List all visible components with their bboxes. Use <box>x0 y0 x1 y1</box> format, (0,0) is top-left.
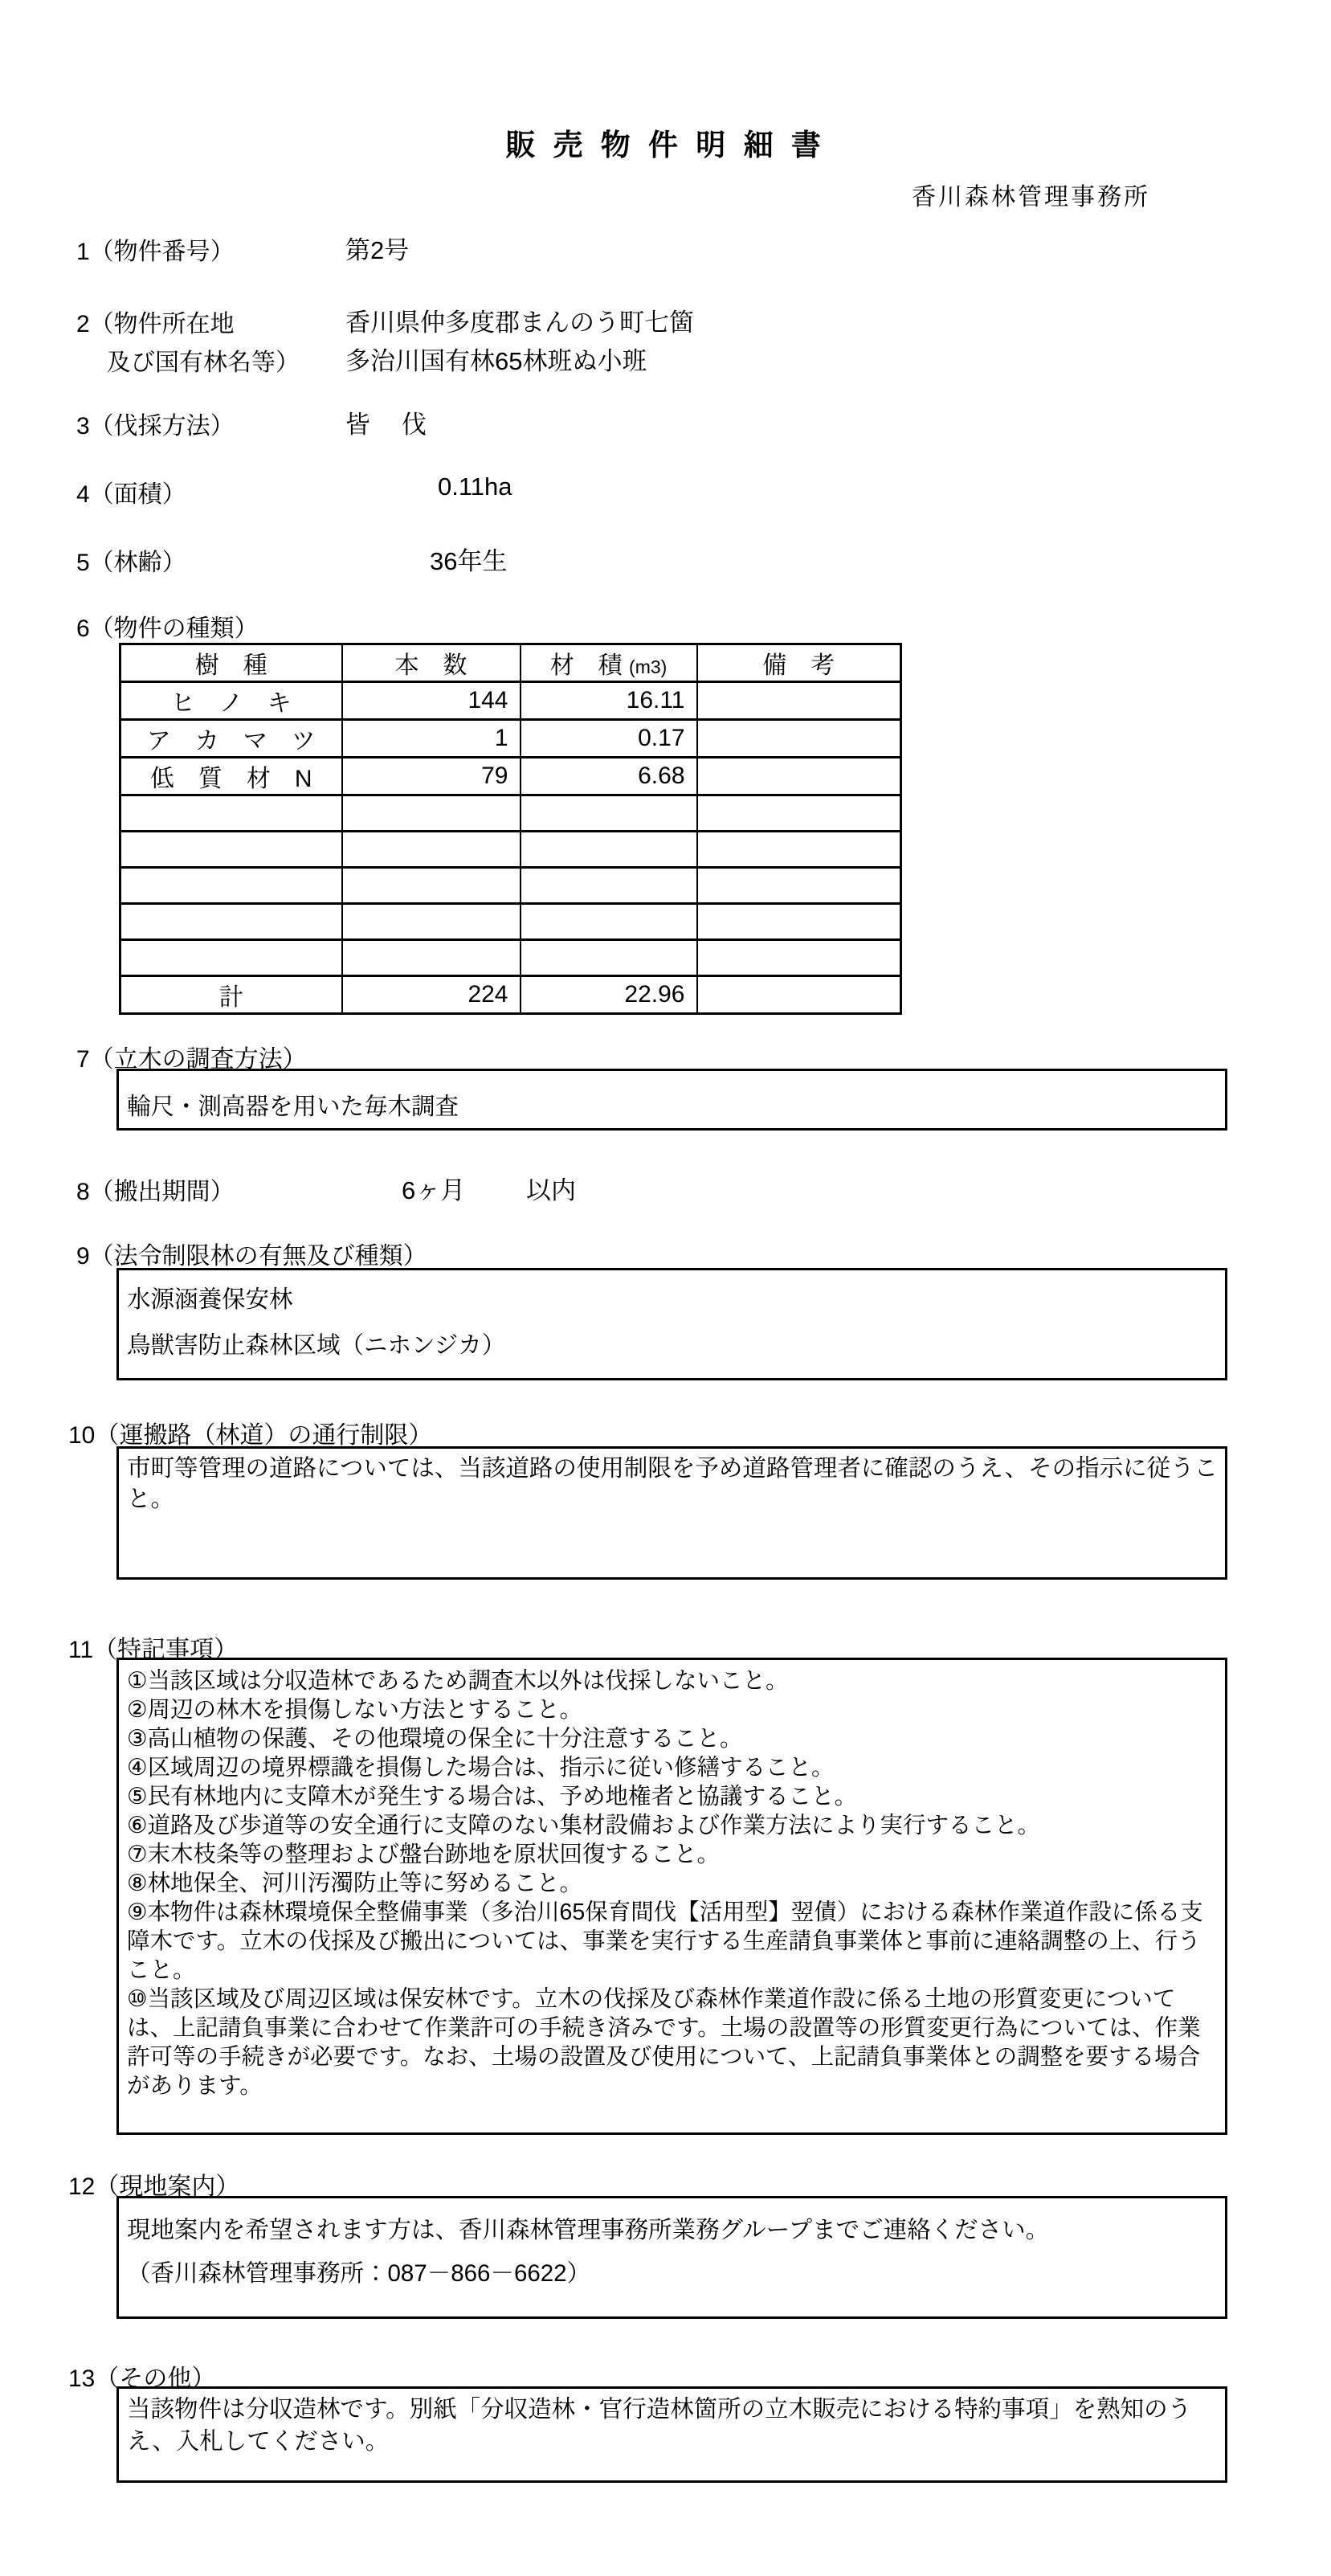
count-cell: 79 <box>342 758 521 795</box>
field-7-box <box>116 1069 1227 1131</box>
field-1-value: 第2号 <box>345 236 410 264</box>
field-4-label: 4（面積） <box>76 481 186 508</box>
table-empty-row <box>120 795 901 832</box>
special-note-item: ④区域周辺の境界標識を損傷した場合は、指示に従い修繕すること。 <box>127 1755 835 1781</box>
field-9-box <box>116 1268 1227 1380</box>
special-note-item: ⑤民有林地内に支障木が発生する場合は、予め地権者と協議すること。 <box>127 1784 858 1809</box>
field-2-value-line1: 香川県仲多度郡まんのう町七箇 <box>345 309 694 337</box>
special-note-item: ②周辺の林木を損傷しない方法とすること。 <box>127 1697 583 1723</box>
issuing-office: 香川森林管理事務所 <box>912 184 1150 211</box>
field-12-line1: 現地案内を希望されます方は、香川森林管理事務所業務グループまでご連絡ください。 <box>127 2217 1050 2243</box>
count-cell: 144 <box>342 682 521 720</box>
table-header-note: 備 考 <box>697 644 901 682</box>
table-header-row <box>120 644 901 682</box>
table-header-volume-unit: (m3) <box>629 656 668 677</box>
field-1-label: 1（物件番号） <box>76 239 235 265</box>
special-note-item: ⑥道路及び歩道等の安全通行に支障のない集材設備および作業方法により実行すること。 <box>127 1813 1041 1838</box>
field-5-value: 36年生 <box>430 547 508 575</box>
total-volume-cell: 22.96 <box>521 976 697 1014</box>
field-11-box <box>116 1658 1227 2135</box>
species-cell: ア カ マ ツ <box>120 720 342 758</box>
field-11-label: 11（特記事項） <box>68 1637 239 1663</box>
field-9-line2: 鳥獣害防止森林区域（ニホンジカ） <box>127 1332 506 1359</box>
special-note-item: ⑩当該区域及び周辺区域は保安林です。立木の伐採及び森林作業道作設に係る土地の形質変更については、上記請負事業に合わせて作業許可の手続き済みです。土場の設置等の形質変更行為については、作業許可等の手続きが必要です。なお、土場の設置及び使用について、上記請負事業体との調整を要する場合があります。 <box>127 1986 1201 2099</box>
field-7-label: 7（立木の調査方法） <box>76 1046 307 1073</box>
field-7-value: 輪尺・測高器を用いた毎木調査 <box>127 1094 459 1120</box>
total-note-cell <box>697 976 901 1014</box>
field-13-box <box>116 2386 1227 2483</box>
field-8-suffix: 以内 <box>526 1176 576 1204</box>
field-12-line2: （香川森林管理事務所：087－866－6622） <box>127 2260 591 2287</box>
field-10-label: 10（運搬路（林道）の通行制限） <box>68 1422 433 1449</box>
note-cell <box>697 682 901 720</box>
volume-cell: 0.17 <box>521 720 697 758</box>
volume-cell: 16.11 <box>521 682 697 720</box>
note-cell <box>697 758 901 795</box>
species-cell: ヒ ノ キ <box>120 682 342 720</box>
special-note-item: ⑨本物件は森林環境保全整備事業（多治川65保育間伐【活用型】翌債）における森林作業道作設に係る支障木です。立木の伐採及び搬出については、事業を実行する生産請負事業体と事前に連絡調整の上、行うこと。 <box>127 1899 1203 1983</box>
property-species-table <box>119 643 902 1015</box>
table-row <box>120 682 901 720</box>
field-2-value-line2: 多治川国有林65林班ぬ小班 <box>345 347 647 375</box>
field-12-label: 12（現地案内） <box>68 2173 240 2200</box>
table-total-row <box>120 976 901 1014</box>
table-header-volume <box>521 644 697 682</box>
table-header-volume-text: 材 積 <box>549 652 623 679</box>
special-note-item: ⑦末木枝条等の整理および盤台跡地を原状回復すること。 <box>127 1842 721 1867</box>
field-5-label: 5（林齢） <box>76 550 186 576</box>
field-6-label: 6（物件の種類） <box>76 615 259 642</box>
field-10-box <box>116 1446 1227 1580</box>
table-empty-row <box>120 904 901 940</box>
special-note-item: ③高山植物の保護、その他環境の保全に十分注意すること。 <box>127 1726 743 1752</box>
field-4-value: 0.11ha <box>438 472 512 501</box>
table-header-species: 樹 種 <box>120 644 342 682</box>
field-3-value: 皆 伐 <box>345 411 430 439</box>
table-empty-row <box>120 940 901 976</box>
document-title: 販 売 物 件 明 細 書 <box>505 129 826 162</box>
field-2-label-line2: 及び国有林名等） <box>107 350 300 376</box>
total-label-cell: 計 <box>120 976 342 1014</box>
special-notes-list <box>119 1660 1225 2100</box>
field-13-label: 13（その他） <box>68 2365 216 2392</box>
table-header-count: 本 数 <box>342 644 521 682</box>
total-count-cell: 224 <box>342 976 521 1014</box>
field-9-line1: 水源涵養保安林 <box>127 1286 293 1313</box>
table-empty-row <box>120 868 901 904</box>
table-row <box>120 758 901 795</box>
field-3-label: 3（伐採方法） <box>76 413 235 440</box>
volume-cell: 6.68 <box>521 758 697 795</box>
field-8-value: 6ヶ月 <box>402 1176 466 1204</box>
field-12-box <box>116 2196 1227 2319</box>
field-10-text: 市町等管理の道路については、当該道路の使用制限を予め道路管理者に確認のうえ、その指示に従うこと。 <box>127 1455 1219 1512</box>
species-cell: 低 質 材 N <box>120 758 342 795</box>
field-8-label: 8（搬出期間） <box>76 1179 235 1205</box>
table-row <box>120 720 901 758</box>
count-cell: 1 <box>342 720 521 758</box>
special-note-item: ①当該区域は分収造林であるため調査木以外は伐採しないこと。 <box>127 1668 789 1694</box>
field-13-text: 当該物件は分収造林です。別紙「分収造林・官行造林箇所の立木販売における特約事項」を熟知のうえ、入札してください。 <box>127 2396 1192 2455</box>
field-2-label-line1: 2（物件所在地 <box>76 311 235 337</box>
field-9-label: 9（法令制限林の有無及び種類） <box>76 1243 427 1270</box>
special-note-item: ⑧林地保全、河川汚濁防止等に努めること。 <box>127 1871 583 1896</box>
note-cell <box>697 720 901 758</box>
table-empty-row <box>120 832 901 868</box>
